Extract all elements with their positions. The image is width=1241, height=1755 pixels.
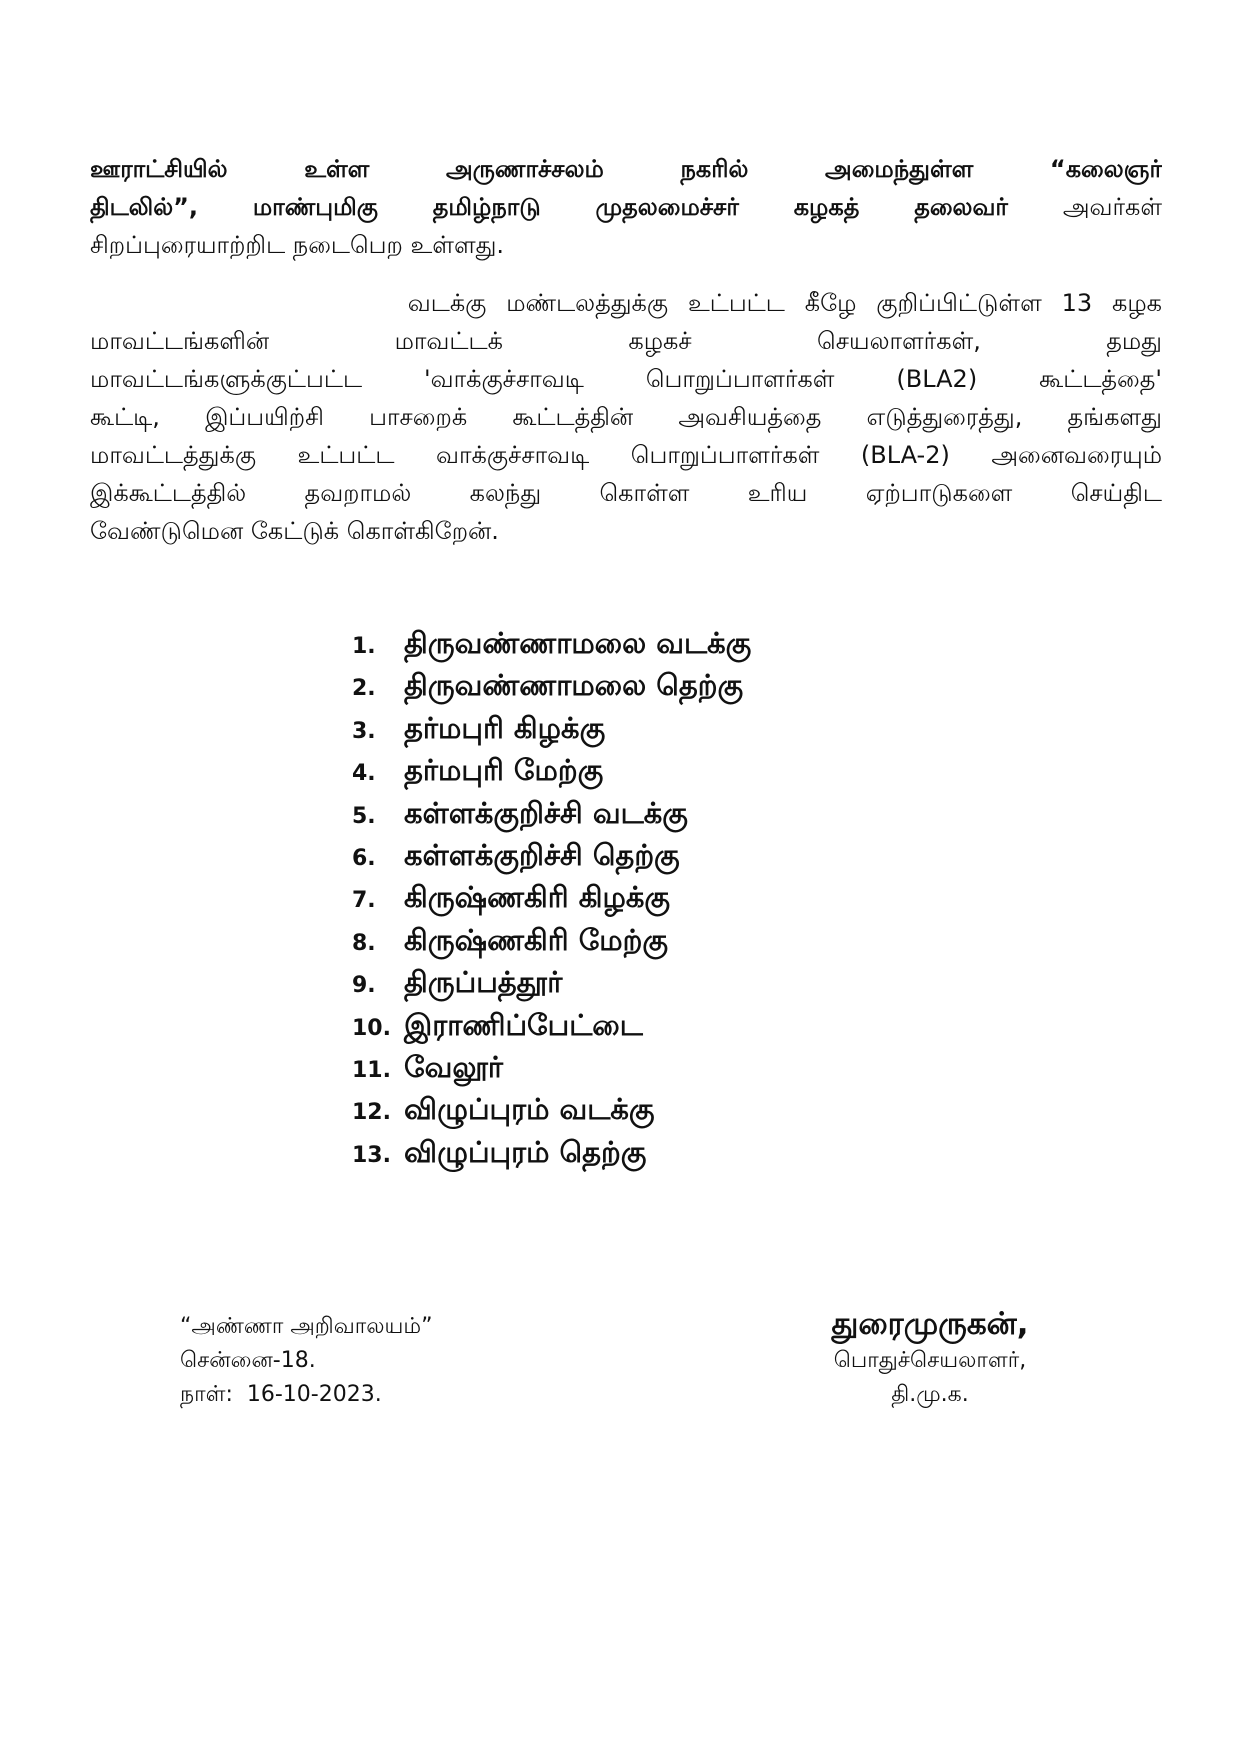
list-number: 7.	[352, 888, 376, 914]
district-name: விழுப்புரம் வடக்கு	[404, 1092, 655, 1127]
list-number: 5.	[352, 803, 376, 829]
list-number: 1.	[352, 634, 376, 659]
list-item	[352, 749, 751, 791]
paragraph-line: மாவட்டங்களுக்குட்பட்ட 'வாக்குச்சாவடி பொறுப்பாளர்கள் (BLA2) கூட்டத்தை'	[90, 365, 1162, 393]
district-name: திருவண்ணாமலை தெற்கு	[404, 668, 744, 703]
district-name: கிருஷ்ணகிரி மேற்கு	[404, 922, 668, 957]
paragraph-line: வேண்டுமென கேட்டுக் கொள்கிறேன்.	[90, 517, 499, 545]
district-name: தர்மபுரி கிழக்கு	[404, 710, 606, 745]
district-name: தர்மபுரி மேற்கு	[404, 753, 604, 788]
list-item	[352, 1004, 751, 1046]
date: நாள்: 16-10-2023.	[180, 1382, 382, 1407]
text-segment: அவர்கள்	[1062, 193, 1162, 221]
list-item	[352, 707, 751, 749]
district-name: வேலூர்	[404, 1049, 503, 1084]
list-item	[352, 1046, 751, 1088]
district-name: இராணிப்பேட்டை	[404, 1007, 643, 1042]
paragraph-line	[90, 150, 1162, 188]
paragraph-line	[90, 188, 1162, 226]
list-number: 11.	[352, 1057, 391, 1083]
text-segment: திடலில்”, மாண்புமிகு தமிழ்நாடு முதலமைச்சர் கழகத் தலைவர்	[90, 193, 1063, 221]
list-item	[352, 834, 751, 876]
paragraph-line: மாவட்டத்துக்கு உட்பட்ட வாக்குச்சாவடி பொறுப்பாளர்கள் (BLA-2) அனைவரையும்	[90, 441, 1162, 469]
party-name: தி.மு.க.	[891, 1382, 969, 1407]
list-number: 3.	[352, 718, 376, 744]
paragraph-2	[90, 284, 1162, 550]
list-item	[352, 664, 751, 706]
list-item	[352, 1131, 751, 1173]
designation: பொதுச்செயலாளர்,	[833, 1348, 1027, 1373]
list-number: 9.	[352, 973, 376, 999]
signature-block	[770, 1304, 1090, 1412]
district-name: திருவண்ணாமலை வடக்கு	[404, 626, 752, 660]
district-name: கள்ளக்குறிச்சி வடக்கு	[404, 795, 688, 830]
list-number: 2.	[352, 676, 376, 702]
list-item	[352, 1088, 751, 1130]
paragraph-line: இக்கூட்டத்தில் தவறாமல் கலந்து கொள்ள உரிய ஏற்பாடுகளை செய்திட	[90, 479, 1162, 507]
list-number: 12.	[352, 1100, 391, 1126]
address-block	[180, 1310, 432, 1412]
list-number: 10.	[352, 1015, 391, 1041]
list-number: 6.	[352, 845, 376, 871]
paragraph-line	[90, 226, 1162, 264]
paragraph-line: மாவட்டங்களின் மாவட்டக் கழகச் செயலாளர்கள், தமது	[90, 327, 1162, 355]
list-number: 4.	[352, 761, 376, 787]
paragraph-1	[90, 150, 1162, 264]
list-item	[352, 792, 751, 834]
list-item	[352, 919, 751, 961]
district-list	[352, 622, 751, 1173]
office-name: “அண்ணா அறிவாலயம்”	[180, 1314, 433, 1339]
district-name: விழுப்புரம் தெற்கு	[404, 1134, 647, 1169]
paragraph-line: கூட்டி, இப்பயிற்சி பாசறைக் கூட்டத்தின் அவசியத்தை எடுத்துரைத்து, தங்களது	[90, 403, 1162, 431]
district-name: திருப்பத்தூர்	[404, 965, 563, 1000]
list-item	[352, 876, 751, 918]
paragraph-line: வடக்கு மண்டலத்துக்கு உட்பட்ட கீழே குறிப்பிட்டுள்ள 13 கழக	[90, 289, 1162, 317]
list-item	[352, 961, 751, 1003]
signatory-name: துரைமுருகன்,	[831, 1306, 1029, 1342]
text-segment: சிறப்புரையாற்றிட நடைபெற உள்ளது.	[90, 231, 505, 259]
text-segment: ஊராட்சியில் உள்ள அருணாச்சலம் நகரில் அமைந்துள்ள “கலைஞர்	[90, 155, 1162, 183]
list-number: 8.	[352, 930, 376, 956]
district-name: கிருஷ்ணகிரி கிழக்கு	[404, 880, 670, 915]
district-name: கள்ளக்குறிச்சி தெற்கு	[404, 837, 680, 872]
city: சென்னை-18.	[180, 1348, 316, 1373]
list-number: 13.	[352, 1142, 391, 1168]
list-item	[352, 622, 751, 664]
